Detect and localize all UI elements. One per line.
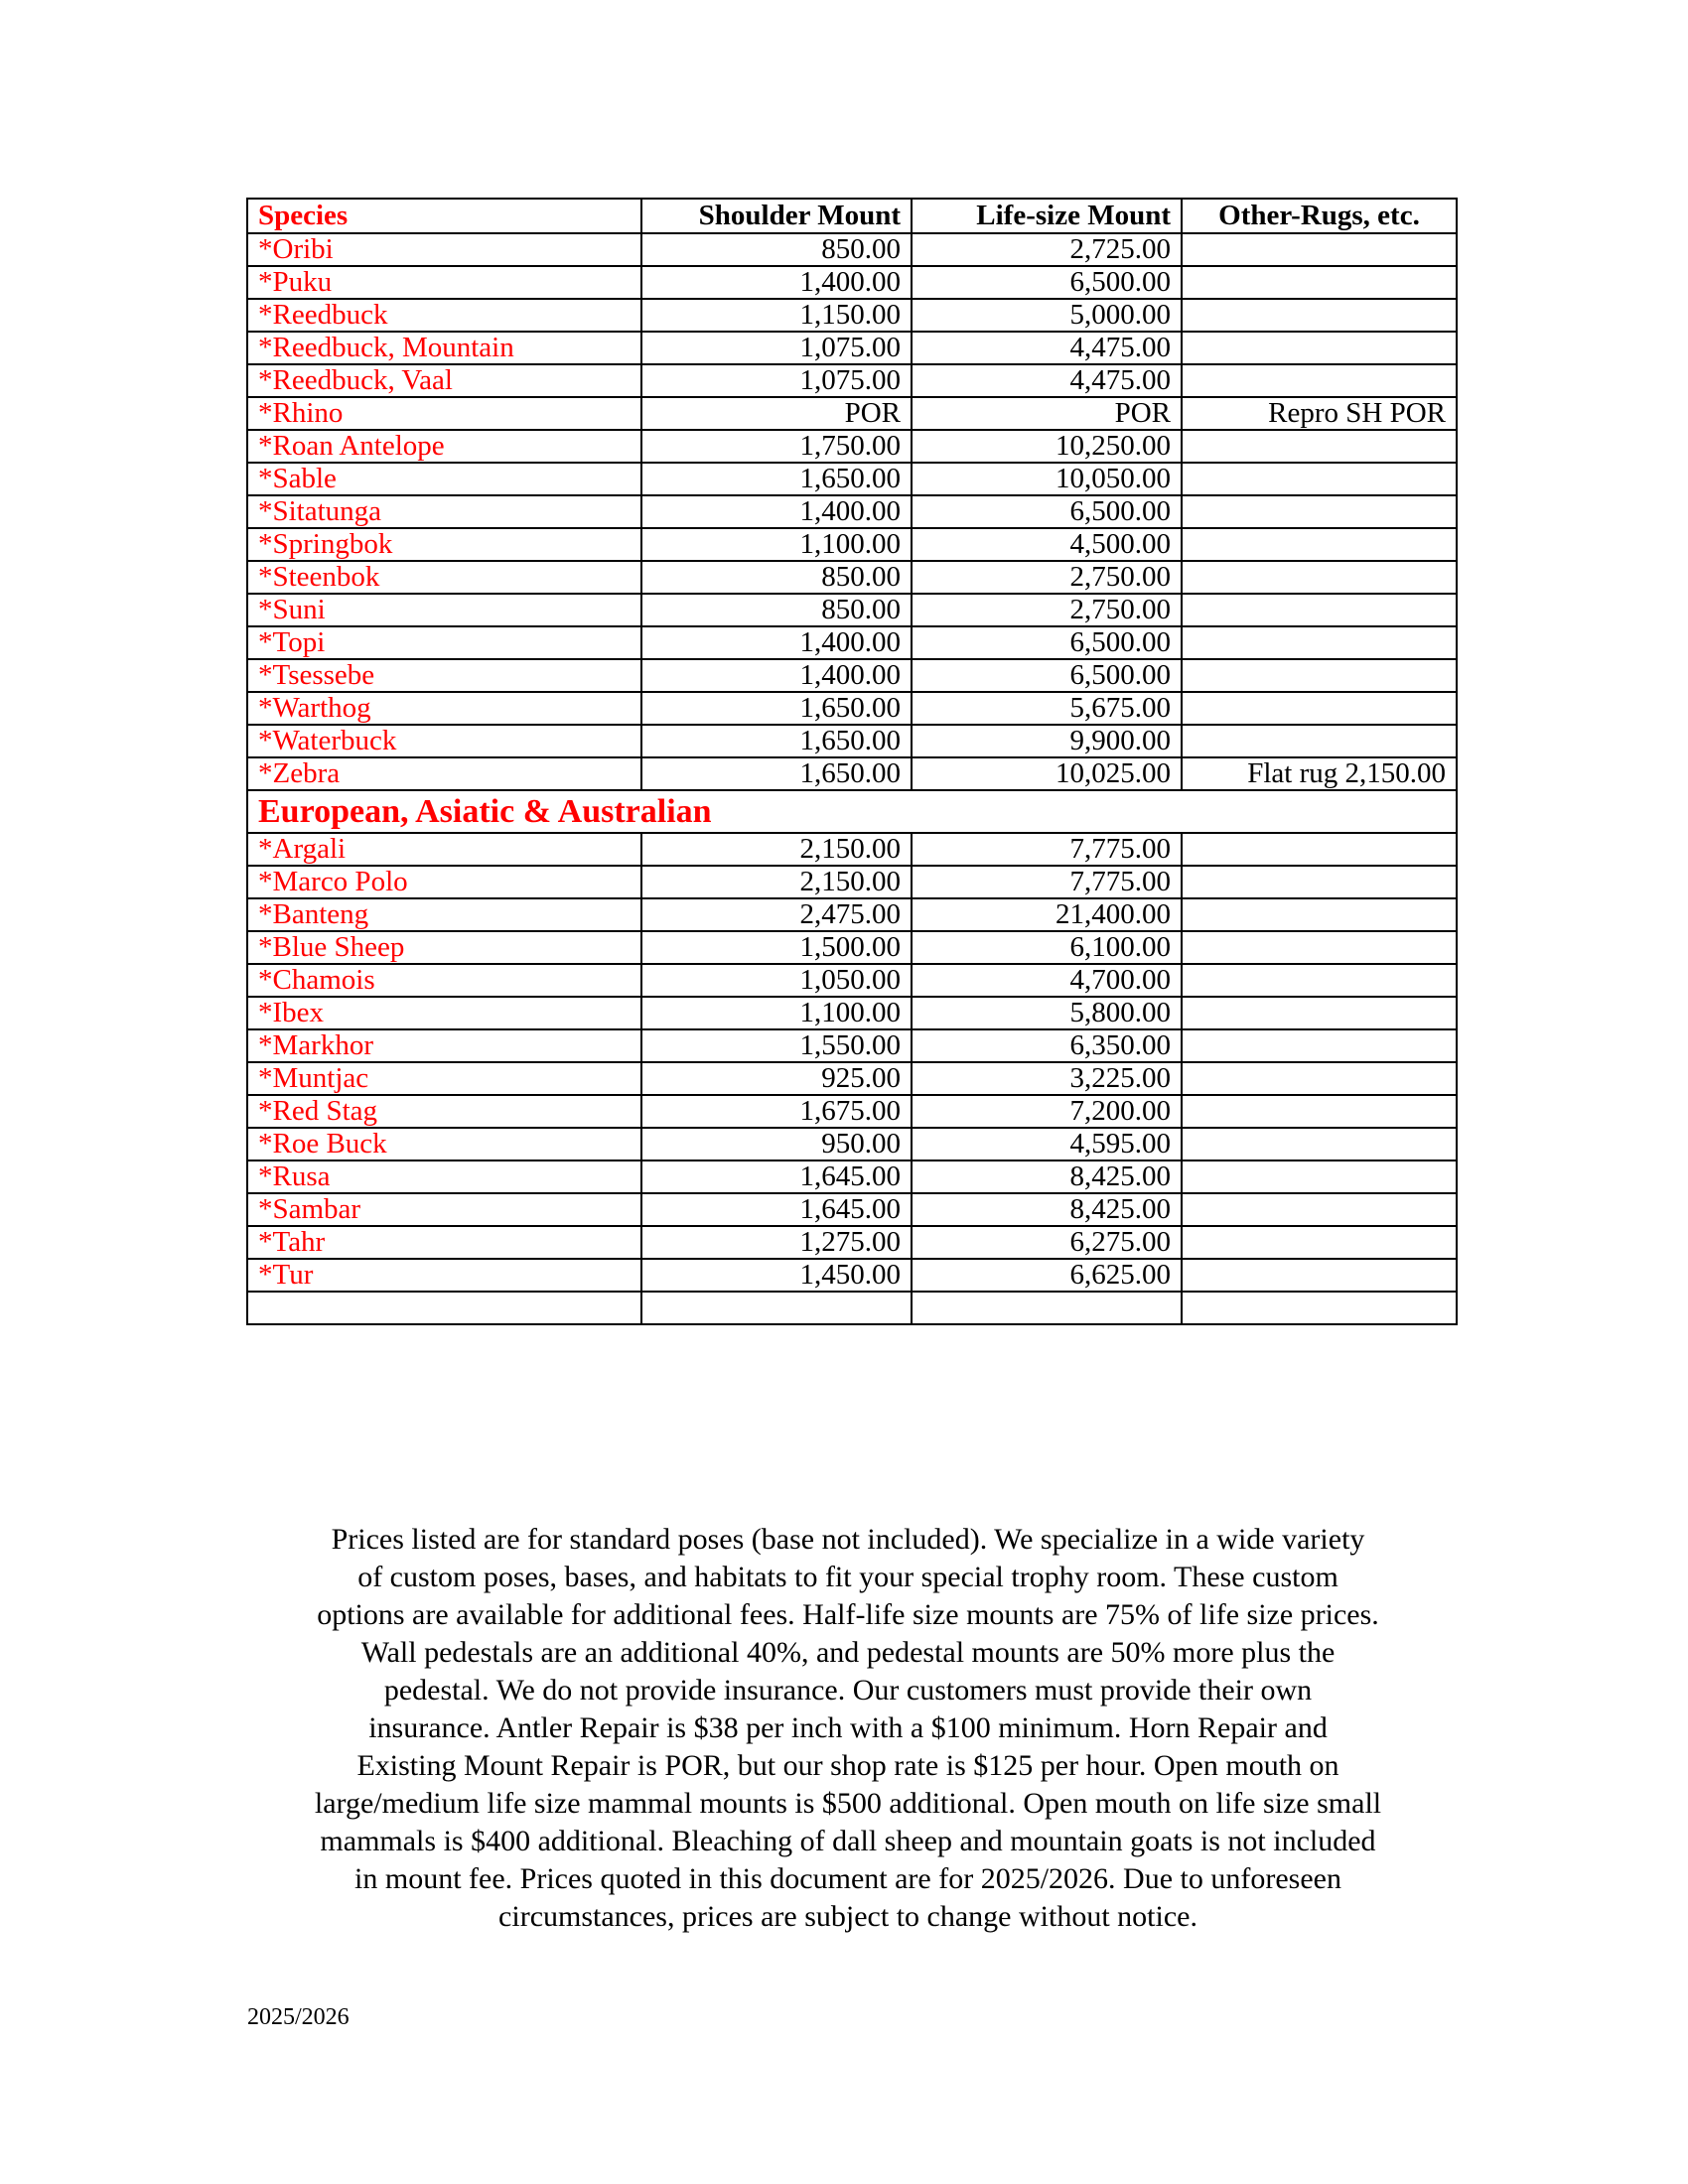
other-cell bbox=[1182, 626, 1457, 659]
other-cell bbox=[1182, 931, 1457, 964]
other-cell bbox=[1182, 1226, 1457, 1259]
species-cell: *Markhor bbox=[247, 1029, 641, 1062]
life-size-mount-cell: 5,000.00 bbox=[912, 299, 1182, 332]
life-size-mount-cell: 6,500.00 bbox=[912, 626, 1182, 659]
table-row bbox=[247, 997, 1457, 1029]
notes-line: options are available for additional fees. Half-life size mounts are 75% of life size prices. bbox=[317, 1598, 1379, 1631]
table-row bbox=[247, 725, 1457, 757]
shoulder-mount-cell: 850.00 bbox=[641, 594, 912, 626]
table-row bbox=[247, 1128, 1457, 1160]
table-row bbox=[247, 931, 1457, 964]
shoulder-mount-cell bbox=[641, 1292, 912, 1324]
table-row bbox=[247, 1062, 1457, 1095]
table-row bbox=[247, 561, 1457, 594]
life-size-mount-cell: 8,425.00 bbox=[912, 1160, 1182, 1193]
life-size-mount-cell: 4,475.00 bbox=[912, 332, 1182, 364]
shoulder-mount-cell: 1,400.00 bbox=[641, 659, 912, 692]
notes-line: large/medium life size mammal mounts is $500 additional. Open mouth on life size small bbox=[314, 1787, 1382, 1820]
life-size-mount-cell: 4,595.00 bbox=[912, 1128, 1182, 1160]
notes-line: Wall pedestals are an additional 40%, and pedestal mounts are 50% more plus the bbox=[360, 1636, 1336, 1669]
life-size-mount-cell: 4,700.00 bbox=[912, 964, 1182, 997]
notes-line: of custom poses, bases, and habitats to fit your special trophy room. These custom bbox=[357, 1561, 1338, 1593]
eurasian-species-rows bbox=[247, 833, 1457, 1324]
life-size-mount-cell: POR bbox=[912, 397, 1182, 430]
species-cell: *Suni bbox=[247, 594, 641, 626]
shoulder-mount-cell: 1,675.00 bbox=[641, 1095, 912, 1128]
table-row bbox=[247, 1193, 1457, 1226]
notes-line: circumstances, prices are subject to change without notice. bbox=[498, 1900, 1197, 1933]
notes-line: mammals is $400 additional. Bleaching of dall sheep and mountain goats is not included bbox=[320, 1825, 1376, 1857]
other-cell bbox=[1182, 233, 1457, 266]
shoulder-mount-cell: 1,550.00 bbox=[641, 1029, 912, 1062]
table-row bbox=[247, 898, 1457, 931]
species-cell: *Sitatunga bbox=[247, 495, 641, 528]
species-cell: *Topi bbox=[247, 626, 641, 659]
other-cell bbox=[1182, 1259, 1457, 1292]
other-cell bbox=[1182, 1292, 1457, 1324]
shoulder-mount-cell: 850.00 bbox=[641, 561, 912, 594]
table-row bbox=[247, 299, 1457, 332]
shoulder-mount-cell: 1,075.00 bbox=[641, 364, 912, 397]
header-life-size-mount: Life-size Mount bbox=[912, 199, 1182, 233]
table-row bbox=[247, 866, 1457, 898]
table-row bbox=[247, 528, 1457, 561]
species-cell: *Waterbuck bbox=[247, 725, 641, 757]
table-row bbox=[247, 463, 1457, 495]
species-cell: *Rusa bbox=[247, 1160, 641, 1193]
life-size-mount-cell: 9,900.00 bbox=[912, 725, 1182, 757]
species-cell: *Tahr bbox=[247, 1226, 641, 1259]
other-cell bbox=[1182, 495, 1457, 528]
table-row bbox=[247, 833, 1457, 866]
life-size-mount-cell: 2,750.00 bbox=[912, 594, 1182, 626]
species-cell bbox=[247, 1292, 641, 1324]
life-size-mount-cell: 2,725.00 bbox=[912, 233, 1182, 266]
other-cell: Flat rug 2,150.00 bbox=[1182, 757, 1457, 790]
species-cell: *Warthog bbox=[247, 692, 641, 725]
other-cell bbox=[1182, 964, 1457, 997]
shoulder-mount-cell: 1,650.00 bbox=[641, 725, 912, 757]
table-row bbox=[247, 594, 1457, 626]
shoulder-mount-cell: 1,645.00 bbox=[641, 1193, 912, 1226]
shoulder-mount-cell: 1,075.00 bbox=[641, 332, 912, 364]
shoulder-mount-cell: 1,275.00 bbox=[641, 1226, 912, 1259]
life-size-mount-cell: 6,500.00 bbox=[912, 495, 1182, 528]
table-row bbox=[247, 1259, 1457, 1292]
table-row bbox=[247, 626, 1457, 659]
header-species: Species bbox=[247, 199, 641, 233]
life-size-mount-cell: 4,475.00 bbox=[912, 364, 1182, 397]
life-size-mount-cell: 7,200.00 bbox=[912, 1095, 1182, 1128]
life-size-mount-cell: 6,275.00 bbox=[912, 1226, 1182, 1259]
other-cell bbox=[1182, 692, 1457, 725]
section-header-row bbox=[247, 790, 1457, 833]
other-cell bbox=[1182, 430, 1457, 463]
life-size-mount-cell: 6,100.00 bbox=[912, 931, 1182, 964]
pricing-notes-paragraph bbox=[238, 1521, 1458, 1936]
other-cell bbox=[1182, 528, 1457, 561]
other-cell bbox=[1182, 866, 1457, 898]
other-cell bbox=[1182, 1095, 1457, 1128]
other-cell bbox=[1182, 463, 1457, 495]
section-divider bbox=[247, 790, 1457, 833]
shoulder-mount-cell: 850.00 bbox=[641, 233, 912, 266]
species-cell: *Chamois bbox=[247, 964, 641, 997]
price-table bbox=[246, 198, 1458, 1325]
section-title: European, Asiatic & Australian bbox=[247, 790, 1457, 833]
life-size-mount-cell: 7,775.00 bbox=[912, 833, 1182, 866]
life-size-mount-cell: 4,500.00 bbox=[912, 528, 1182, 561]
table-row bbox=[247, 1095, 1457, 1128]
table-row bbox=[247, 1226, 1457, 1259]
table-row bbox=[247, 495, 1457, 528]
table-row bbox=[247, 397, 1457, 430]
other-cell bbox=[1182, 1029, 1457, 1062]
table-row bbox=[247, 233, 1457, 266]
species-cell: *Tur bbox=[247, 1259, 641, 1292]
other-cell bbox=[1182, 364, 1457, 397]
table-row bbox=[247, 266, 1457, 299]
table-row bbox=[247, 1029, 1457, 1062]
life-size-mount-cell: 8,425.00 bbox=[912, 1193, 1182, 1226]
shoulder-mount-cell: 1,650.00 bbox=[641, 757, 912, 790]
species-cell: *Tsessebe bbox=[247, 659, 641, 692]
shoulder-mount-cell: 1,050.00 bbox=[641, 964, 912, 997]
shoulder-mount-cell: 1,645.00 bbox=[641, 1160, 912, 1193]
species-cell: *Steenbok bbox=[247, 561, 641, 594]
species-cell: *Reedbuck, Vaal bbox=[247, 364, 641, 397]
other-cell bbox=[1182, 1193, 1457, 1226]
african-species-rows bbox=[247, 233, 1457, 790]
species-cell: *Roan Antelope bbox=[247, 430, 641, 463]
table-row bbox=[247, 692, 1457, 725]
table-row bbox=[247, 1292, 1457, 1324]
life-size-mount-cell: 6,625.00 bbox=[912, 1259, 1182, 1292]
shoulder-mount-cell: 1,650.00 bbox=[641, 463, 912, 495]
species-cell: *Banteng bbox=[247, 898, 641, 931]
shoulder-mount-cell: 1,400.00 bbox=[641, 626, 912, 659]
life-size-mount-cell: 10,250.00 bbox=[912, 430, 1182, 463]
notes-line: Existing Mount Repair is POR, but our shop rate is $125 per hour. Open mouth on bbox=[356, 1749, 1339, 1782]
table-row bbox=[247, 964, 1457, 997]
other-cell bbox=[1182, 1128, 1457, 1160]
life-size-mount-cell: 6,500.00 bbox=[912, 659, 1182, 692]
other-cell bbox=[1182, 898, 1457, 931]
shoulder-mount-cell: 2,150.00 bbox=[641, 866, 912, 898]
life-size-mount-cell: 6,500.00 bbox=[912, 266, 1182, 299]
table-row bbox=[247, 430, 1457, 463]
table-row bbox=[247, 364, 1457, 397]
species-cell: *Roe Buck bbox=[247, 1128, 641, 1160]
shoulder-mount-cell: 2,150.00 bbox=[641, 833, 912, 866]
other-cell bbox=[1182, 725, 1457, 757]
notes-line: Prices listed are for standard poses (base not included). We specialize in a wide variety bbox=[331, 1523, 1365, 1556]
species-cell: *Reedbuck, Mountain bbox=[247, 332, 641, 364]
shoulder-mount-cell: 2,475.00 bbox=[641, 898, 912, 931]
species-cell: *Sable bbox=[247, 463, 641, 495]
table-row bbox=[247, 757, 1457, 790]
notes-line: in mount fee. Prices quoted in this document are for 2025/2026. Due to unforeseen bbox=[354, 1862, 1341, 1895]
species-cell: *Blue Sheep bbox=[247, 931, 641, 964]
life-size-mount-cell: 10,025.00 bbox=[912, 757, 1182, 790]
shoulder-mount-cell: 1,450.00 bbox=[641, 1259, 912, 1292]
other-cell bbox=[1182, 833, 1457, 866]
table-row bbox=[247, 332, 1457, 364]
other-cell bbox=[1182, 561, 1457, 594]
shoulder-mount-cell: 1,500.00 bbox=[641, 931, 912, 964]
life-size-mount-cell: 5,800.00 bbox=[912, 997, 1182, 1029]
species-cell: *Puku bbox=[247, 266, 641, 299]
table-row bbox=[247, 659, 1457, 692]
species-cell: *Sambar bbox=[247, 1193, 641, 1226]
life-size-mount-cell: 10,050.00 bbox=[912, 463, 1182, 495]
shoulder-mount-cell: 1,400.00 bbox=[641, 495, 912, 528]
life-size-mount-cell bbox=[912, 1292, 1182, 1324]
shoulder-mount-cell: 1,100.00 bbox=[641, 528, 912, 561]
shoulder-mount-cell: 925.00 bbox=[641, 1062, 912, 1095]
shoulder-mount-cell: POR bbox=[641, 397, 912, 430]
shoulder-mount-cell: 1,750.00 bbox=[641, 430, 912, 463]
other-cell bbox=[1182, 266, 1457, 299]
life-size-mount-cell: 6,350.00 bbox=[912, 1029, 1182, 1062]
other-cell bbox=[1182, 594, 1457, 626]
other-cell bbox=[1182, 332, 1457, 364]
notes-line: pedestal. We do not provide insurance. Our customers must provide their own bbox=[383, 1674, 1313, 1706]
species-cell: *Oribi bbox=[247, 233, 641, 266]
other-cell bbox=[1182, 997, 1457, 1029]
shoulder-mount-cell: 1,650.00 bbox=[641, 692, 912, 725]
species-cell: *Rhino bbox=[247, 397, 641, 430]
shoulder-mount-cell: 950.00 bbox=[641, 1128, 912, 1160]
species-cell: *Ibex bbox=[247, 997, 641, 1029]
other-cell bbox=[1182, 659, 1457, 692]
notes-line: insurance. Antler Repair is $38 per inch with a $100 minimum. Horn Repair and bbox=[368, 1711, 1328, 1744]
life-size-mount-cell: 21,400.00 bbox=[912, 898, 1182, 931]
species-cell: *Argali bbox=[247, 833, 641, 866]
header-shoulder-mount: Shoulder Mount bbox=[641, 199, 912, 233]
species-cell: *Springbok bbox=[247, 528, 641, 561]
species-cell: *Zebra bbox=[247, 757, 641, 790]
other-cell bbox=[1182, 299, 1457, 332]
other-cell bbox=[1182, 1062, 1457, 1095]
table-header-row bbox=[247, 199, 1457, 233]
life-size-mount-cell: 2,750.00 bbox=[912, 561, 1182, 594]
header-other-rugs: Other-Rugs, etc. bbox=[1182, 199, 1457, 233]
shoulder-mount-cell: 1,400.00 bbox=[641, 266, 912, 299]
table-row bbox=[247, 1160, 1457, 1193]
footer-date: 2025/2026 bbox=[247, 2004, 350, 2030]
species-cell: *Marco Polo bbox=[247, 866, 641, 898]
other-cell: Repro SH POR bbox=[1182, 397, 1457, 430]
life-size-mount-cell: 7,775.00 bbox=[912, 866, 1182, 898]
life-size-mount-cell: 5,675.00 bbox=[912, 692, 1182, 725]
shoulder-mount-cell: 1,150.00 bbox=[641, 299, 912, 332]
species-cell: *Muntjac bbox=[247, 1062, 641, 1095]
life-size-mount-cell: 3,225.00 bbox=[912, 1062, 1182, 1095]
species-cell: *Reedbuck bbox=[247, 299, 641, 332]
species-cell: *Red Stag bbox=[247, 1095, 641, 1128]
other-cell bbox=[1182, 1160, 1457, 1193]
shoulder-mount-cell: 1,100.00 bbox=[641, 997, 912, 1029]
